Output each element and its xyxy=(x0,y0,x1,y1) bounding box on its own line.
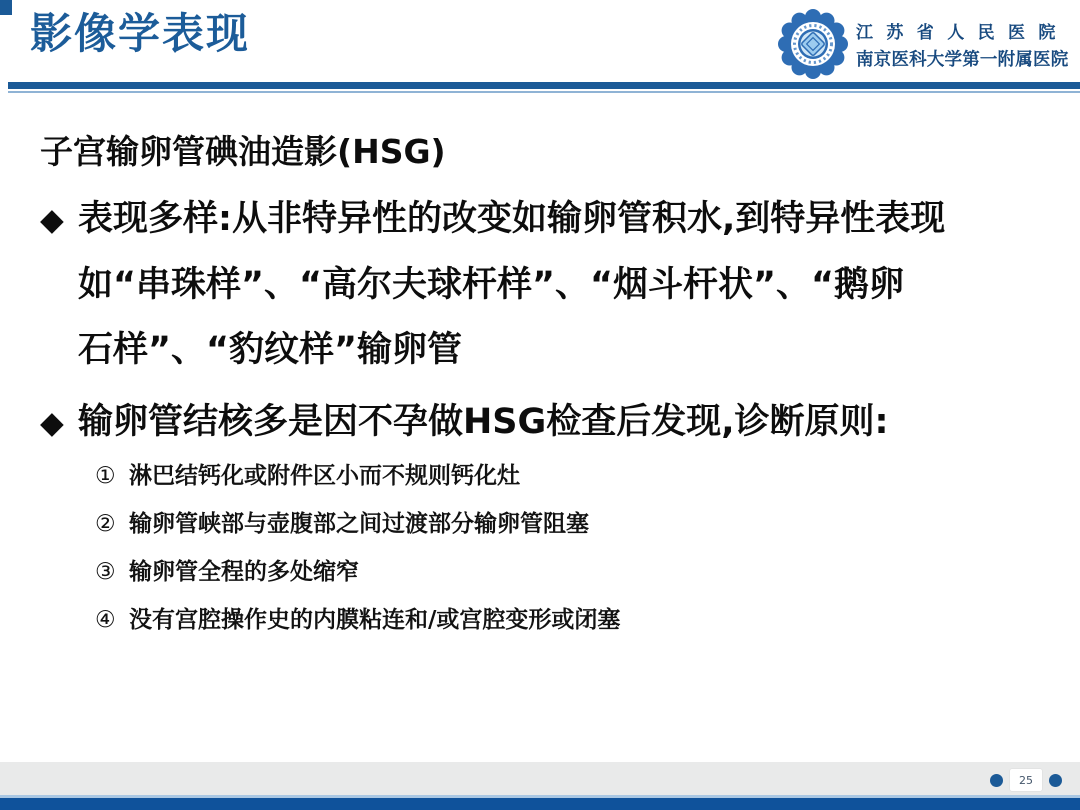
list-item-text: 输卵管全程的多处缩窄 xyxy=(129,559,359,585)
bullet-2-text: 输卵管结核多是因不孕做HSG检查后发现,诊断原则: xyxy=(78,402,889,442)
title-rule-light xyxy=(8,91,1080,93)
hospital-seal-icon xyxy=(777,8,849,80)
bullet-1-line-2: 如“串珠样”、“高尔夫球杆样”、“烟斗杆状”、“鹅卵 xyxy=(78,265,905,305)
list-item xyxy=(95,452,620,500)
section-heading: 子宫输卵管碘油造影(HSG) xyxy=(40,132,446,171)
corner-accent-square xyxy=(0,0,12,15)
bullet-2-line-1 xyxy=(40,390,889,456)
list-item-text: 没有宫腔操作史的内膜粘连和/或宫腔变形或闭塞 xyxy=(129,607,621,633)
bullet-1-line-1 xyxy=(40,187,945,253)
hospital-name-line1: 江苏省人民医院 xyxy=(856,23,1069,42)
circled-number-icon: ② xyxy=(95,511,116,537)
list-item xyxy=(95,596,620,644)
prev-page-dot-button[interactable] xyxy=(990,774,1003,787)
numbered-list xyxy=(95,452,620,644)
bullet-item-2 xyxy=(40,390,889,456)
circled-number-icon: ③ xyxy=(95,559,116,585)
hospital-name xyxy=(856,20,1069,72)
circled-number-icon: ④ xyxy=(95,607,116,633)
page-number-badge: 25 xyxy=(1010,769,1042,791)
bullet-1-text-1: 表现多样:从非特异性的改变如输卵管积水,到特异性表现 xyxy=(78,199,946,239)
bullet-1-line-3: 石样”、“豹纹样”输卵管 xyxy=(78,330,463,370)
page-navigation xyxy=(990,769,1062,791)
circled-number-icon: ① xyxy=(95,463,116,489)
list-item-text: 输卵管峡部与壶腹部之间过渡部分输卵管阻塞 xyxy=(129,511,589,537)
list-item-text: 淋巴结钙化或附件区小而不规则钙化灶 xyxy=(129,463,520,489)
diamond-bullet-icon: ◆ xyxy=(40,202,64,238)
title-rule-dark xyxy=(8,82,1080,89)
footer-bar xyxy=(0,798,1080,810)
hospital-name-line2: 南京医科大学第一附属医院 xyxy=(856,49,1069,69)
page-title: 影像学表现 xyxy=(30,9,251,58)
footer-strip xyxy=(0,762,1080,795)
diamond-bullet-icon: ◆ xyxy=(40,405,64,441)
list-item xyxy=(95,548,620,596)
bullet-item-1 xyxy=(40,187,945,383)
list-item xyxy=(95,500,620,548)
next-page-dot-button[interactable] xyxy=(1049,774,1062,787)
